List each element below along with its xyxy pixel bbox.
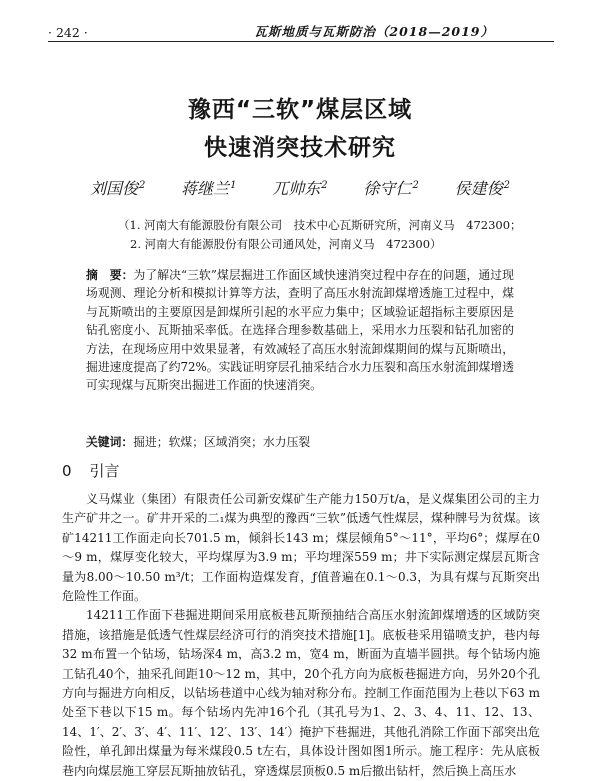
section-heading xyxy=(62,460,120,481)
header-rule xyxy=(48,41,554,42)
body-text xyxy=(62,490,540,781)
keywords-label: 关键词： xyxy=(86,435,134,449)
abstract xyxy=(86,266,514,395)
journal-title: 瓦斯地质与瓦斯防治（2018—2019） xyxy=(254,24,494,39)
affiliation-line-2: 2. 河南大有能源股份有限公司通风处，河南义马 472300） xyxy=(130,237,442,251)
page-number: · 242 · xyxy=(48,25,88,40)
author-affiliation-mark: 2 xyxy=(412,179,419,191)
section-number: 0 xyxy=(62,462,72,480)
affiliation-line-1: （1. 河南大有能源股份有限公司 技术中心瓦斯研究所，河南义马 472300； xyxy=(118,218,522,232)
author-affiliation-mark: 2 xyxy=(321,179,328,191)
abstract-text: 为了解决“三软”煤层掘进工作面区域快速消突过程中存在的问题，通过现场观测、理论分析和模拟计算等方法，查明了高压水射流卸煤增透施工过程中，煤与瓦斯喷出的主要原因是卸煤所引起的水平应力集中；区域验证超指标主要原因是钻孔密度小、瓦斯抽采率低。在选择合理参数基础上，采用水力压裂和钻孔加密的方法，在现场应用中效果显著，有效减轻了高压水射流卸煤期间的煤与瓦斯喷出，掘进速度提高了约72%。实践证明穿层孔抽采结合水力压裂和高压水射流卸煤增透可实现煤与瓦斯突出掘进工作面的快速消突。 xyxy=(86,268,514,393)
author-affiliation-mark: 2 xyxy=(139,179,146,191)
body-paragraph-2: 14211工作面下巷掘进期间采用底板巷瓦斯预抽结合高压水射流卸煤增透的区域防突措施，该措施是低透气性煤层经济可行的消突技术措施[1]。底板巷采用锚喷支护，巷内每32 m布置一个钻场，钻场深4 m，高3.2 m，宽4 m，断面为直墙半圆拱。每个钻场内施工钻孔40个，抽采孔间距10～12 m，其中，20个孔方向为底板巷掘进方向，另外20个孔方向与掘进方向相反，以钻场巷道中心线为轴对称分布。控制工作面范围为上巷以下63 m处至下巷以下15 m。每个钻场内先冲16个孔（其孔号为1、2、3、4、11、12、13、14、1′、2′、3′、4′、11′、12′、13′、14′）掩护下巷掘进，其他孔消除工作面下部突出危险性，单孔卸出煤量为每米煤段0.5 t左右，具体设计图如图1所示。施工程序：先从底板巷内向煤层施工穿层瓦斯抽放钻孔，穿透煤层顶板0.5 m后撤出钻杆，然后换上高压水 xyxy=(62,608,540,778)
keywords-text: 掘进；软煤；区域消突；水力压裂 xyxy=(133,435,311,449)
author: 徐守仁$^2$ xyxy=(363,179,419,198)
keywords xyxy=(86,433,514,450)
author: 兀帅东$^2$ xyxy=(272,179,328,198)
author-affiliation-mark: 1 xyxy=(230,179,237,191)
author: 刘国俊$^2$ xyxy=(90,179,146,198)
paper-title-line-1: 豫西“三软”煤层区域 xyxy=(187,97,413,123)
author-affiliation-mark: 2 xyxy=(503,179,510,191)
abstract-label: 摘 要： xyxy=(86,268,134,282)
author-list xyxy=(90,176,510,199)
author: 蒋继兰$^1$ xyxy=(181,179,237,198)
body-paragraph-1: 义马煤业（集团）有限责任公司新安煤矿生产能力150万t/a，是义煤集团公司的主力生产矿井之一。矿井开采的二₁煤为典型的豫西“三软”低透气性煤层，煤种牌号为贫煤。该矿14211工作面走向长701.5 m，倾斜长143 m；煤层倾角5°～11°，平均6°；煤厚在0～9 m，煤厚变化较大，平均煤厚为3.9 m；平均埋深559 m；井下实际测定煤层瓦斯含量为8.00～10.50 m³/t；工作面构造煤发育，ƒ值普遍在0.1～0.3，为具有煤与瓦斯突出危险性工作面。 xyxy=(62,492,540,604)
paper-title-line-2: 快速消突技术研究 xyxy=(204,135,396,161)
section-title: 引言 xyxy=(89,462,120,480)
running-header xyxy=(48,22,554,43)
author: 侯建俊$^2$ xyxy=(454,179,510,198)
